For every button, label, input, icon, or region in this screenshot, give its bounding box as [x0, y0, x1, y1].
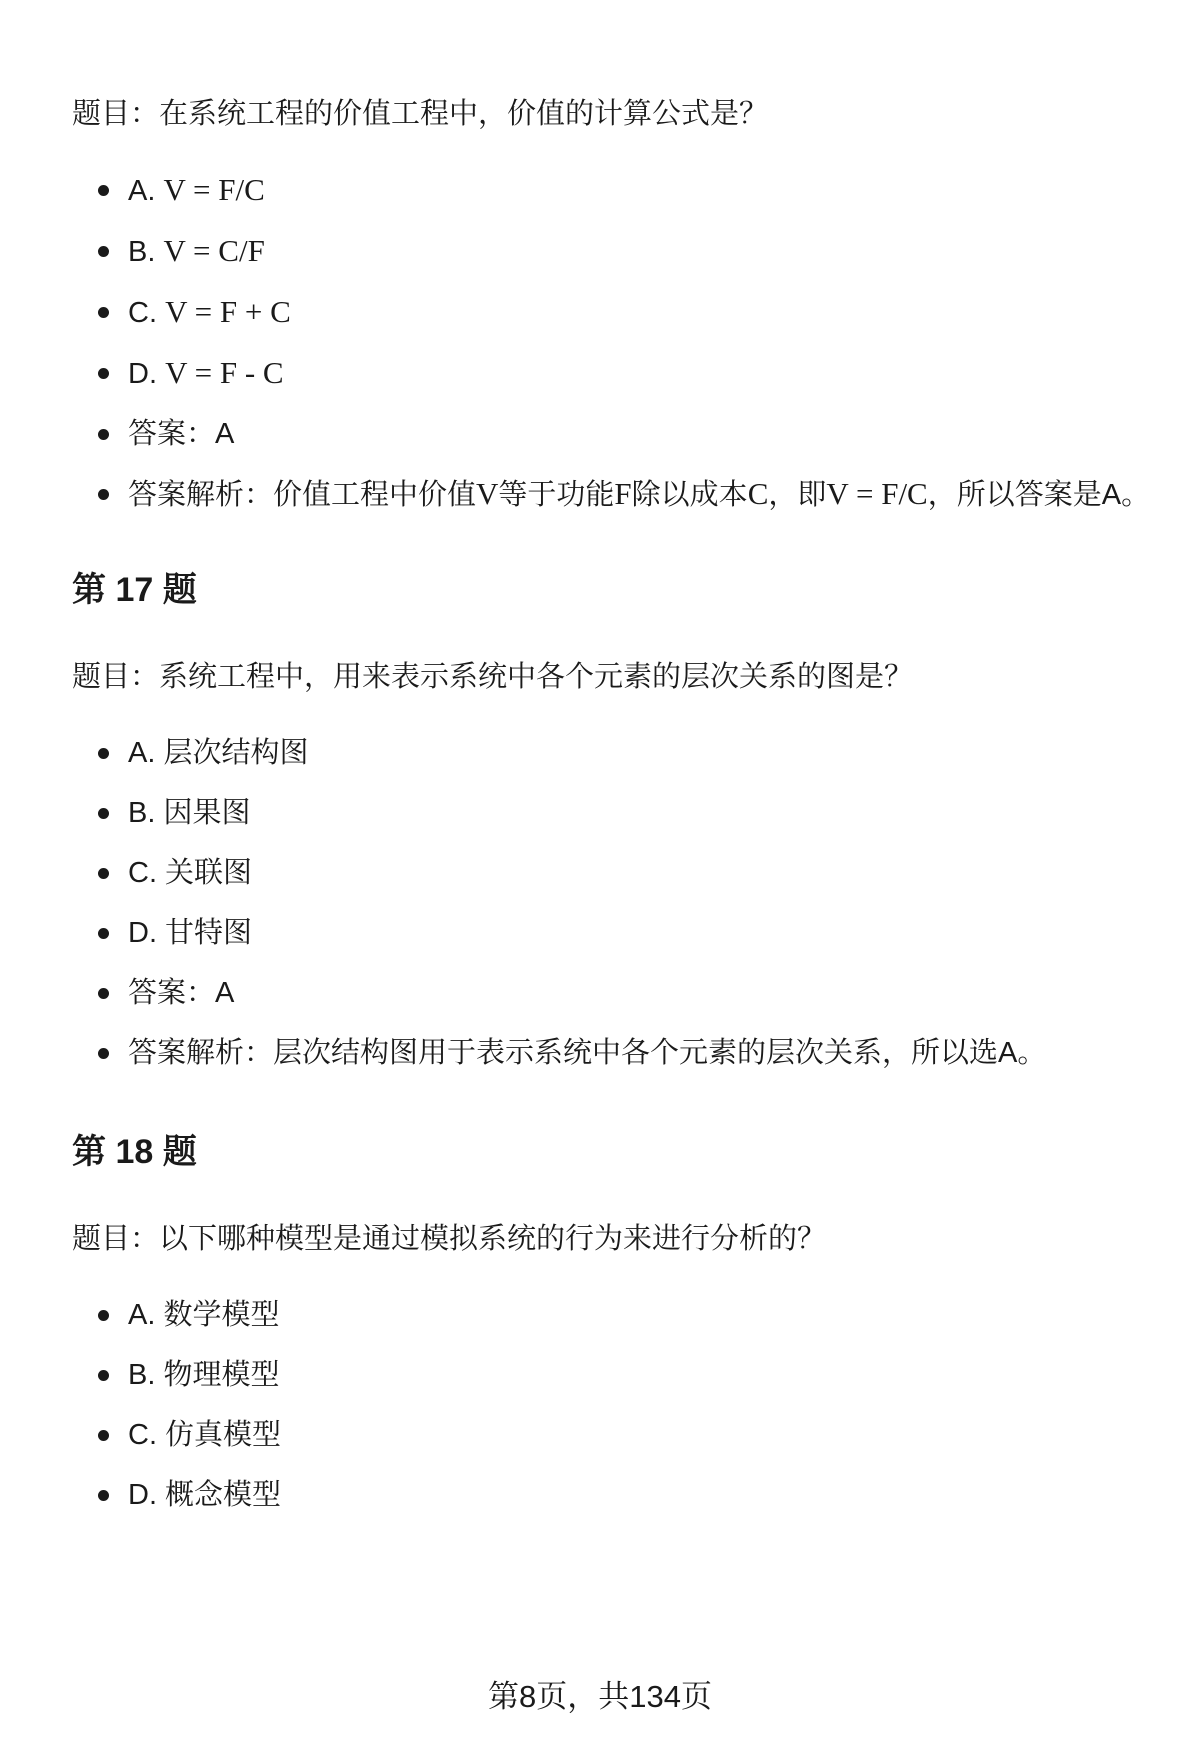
explanation-text: 除以成本 — [631, 479, 748, 511]
option-d: D. 概念模型 — [72, 1465, 1152, 1525]
formula: V = F/C — [826, 476, 928, 511]
document-page — [72, 92, 1152, 1525]
option-d: D. 甘特图 — [72, 903, 1152, 963]
option-prefix: D. — [128, 358, 166, 390]
question-17 — [72, 565, 1152, 1083]
option-c: C. 关联图 — [72, 843, 1152, 903]
question-16-text: 题目：在系统工程的价值工程中，价值的计算公式是？ — [72, 98, 769, 130]
option-prefix: A. — [128, 175, 164, 207]
option-b: B. 因果图 — [72, 783, 1152, 843]
option-a: A. 数学模型 — [72, 1285, 1152, 1345]
question-18-heading: 第 18 题 — [72, 1133, 197, 1171]
formula: V — [476, 476, 499, 511]
page-number: 第8页，共134页 — [488, 1679, 712, 1714]
question-16 — [72, 92, 1152, 525]
option-b: B. 物理模型 — [72, 1345, 1152, 1405]
option-prefix: C. — [128, 297, 166, 329]
explanation-text: 答案解析：价值工程中价值 — [128, 479, 477, 511]
answer-explanation — [72, 464, 1152, 525]
option-c — [72, 282, 1152, 343]
question-16-options — [72, 160, 1152, 525]
formula: F — [614, 476, 632, 511]
option-b — [72, 221, 1152, 282]
question-17-heading: 第 17 题 — [72, 571, 197, 609]
question-17-options — [72, 723, 1152, 1083]
option-d — [72, 343, 1152, 404]
explanation-text: ，即 — [768, 479, 827, 511]
option-c: C. 仿真模型 — [72, 1405, 1152, 1465]
formula: V = C/F — [163, 233, 265, 268]
formula: C — [747, 476, 769, 511]
formula: V = F/C — [163, 172, 265, 207]
explanation-text: 等于功能 — [498, 479, 615, 511]
formula: V = F - C — [165, 355, 284, 390]
question-18-text: 题目：以下哪种模型是通过模拟系统的行为来进行分析的？ — [72, 1223, 827, 1255]
explanation-text: ，所以答案是A。 — [927, 479, 1151, 511]
answer: 答案：A — [72, 404, 1152, 464]
option-prefix: B. — [128, 236, 164, 268]
formula: V = F + C — [165, 294, 291, 329]
option-a — [72, 160, 1152, 221]
option-a: A. 层次结构图 — [72, 723, 1152, 783]
question-18-options — [72, 1285, 1152, 1525]
question-18 — [72, 1127, 1152, 1525]
question-17-text: 题目：系统工程中，用来表示系统中各个元素的层次关系的图是？ — [72, 661, 914, 693]
answer-explanation: 答案解析：层次结构图用于表示系统中各个元素的层次关系，所以选A。 — [72, 1023, 1152, 1083]
answer: 答案：A — [72, 963, 1152, 1023]
